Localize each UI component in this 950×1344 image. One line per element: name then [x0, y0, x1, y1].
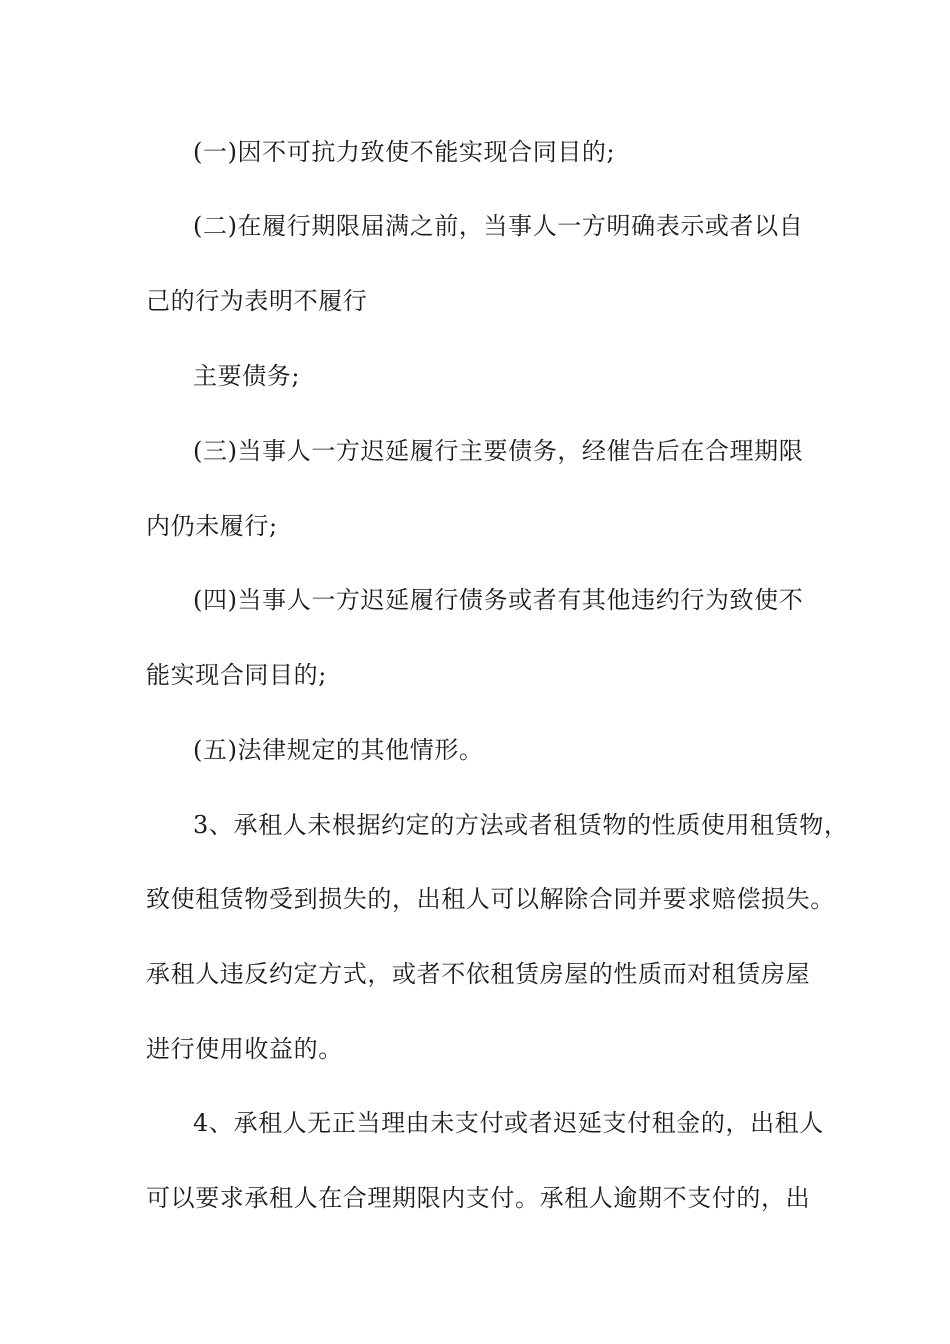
clause-legal-circumstances: (五)法律规定的其他情形。 [193, 736, 484, 764]
clause-anticipatory-breach: (二)在履行期限届满之前，当事人一方明确表示或者以自 [193, 212, 804, 240]
clause-force-majeure: (一)因不可抗力致使不能实现合同目的; [193, 138, 616, 166]
clause-other-breach-cont: 能实现合同目的; [146, 661, 327, 689]
paragraph-3-cont-1: 致使租赁物受到损失的，出租人可以解除合同并要求赔偿损失。 [146, 885, 835, 913]
clause-delayed-performance: (三)当事人一方迟延履行主要债务，经催告后在合理期限 [193, 437, 804, 465]
clause-anticipatory-breach-cont: 己的行为表明不履行 [146, 287, 368, 315]
paragraph-3-cont-2: 承租人违反约定方式，或者不依租赁房屋的性质而对租赁房屋 [146, 960, 811, 988]
clause-other-breach: (四)当事人一方迟延履行债务或者有其他违约行为致使不 [193, 586, 804, 614]
clause-delayed-performance-cont: 内仍未履行; [146, 512, 278, 540]
paragraph-3: 3、承租人未根据约定的方法或者租赁物的性质使用租赁物， [193, 811, 849, 839]
paragraph-4-cont: 可以要求承租人在合理期限内支付。承租人逾期不支付的，出 [146, 1184, 811, 1212]
clause-anticipatory-breach-cont-2: 主要债务; [193, 362, 301, 390]
paragraph-4: 4、承租人无正当理由未支付或者迟延支付租金的，出租人 [193, 1109, 824, 1137]
paragraph-3-cont-3: 进行使用收益的。 [146, 1035, 343, 1063]
